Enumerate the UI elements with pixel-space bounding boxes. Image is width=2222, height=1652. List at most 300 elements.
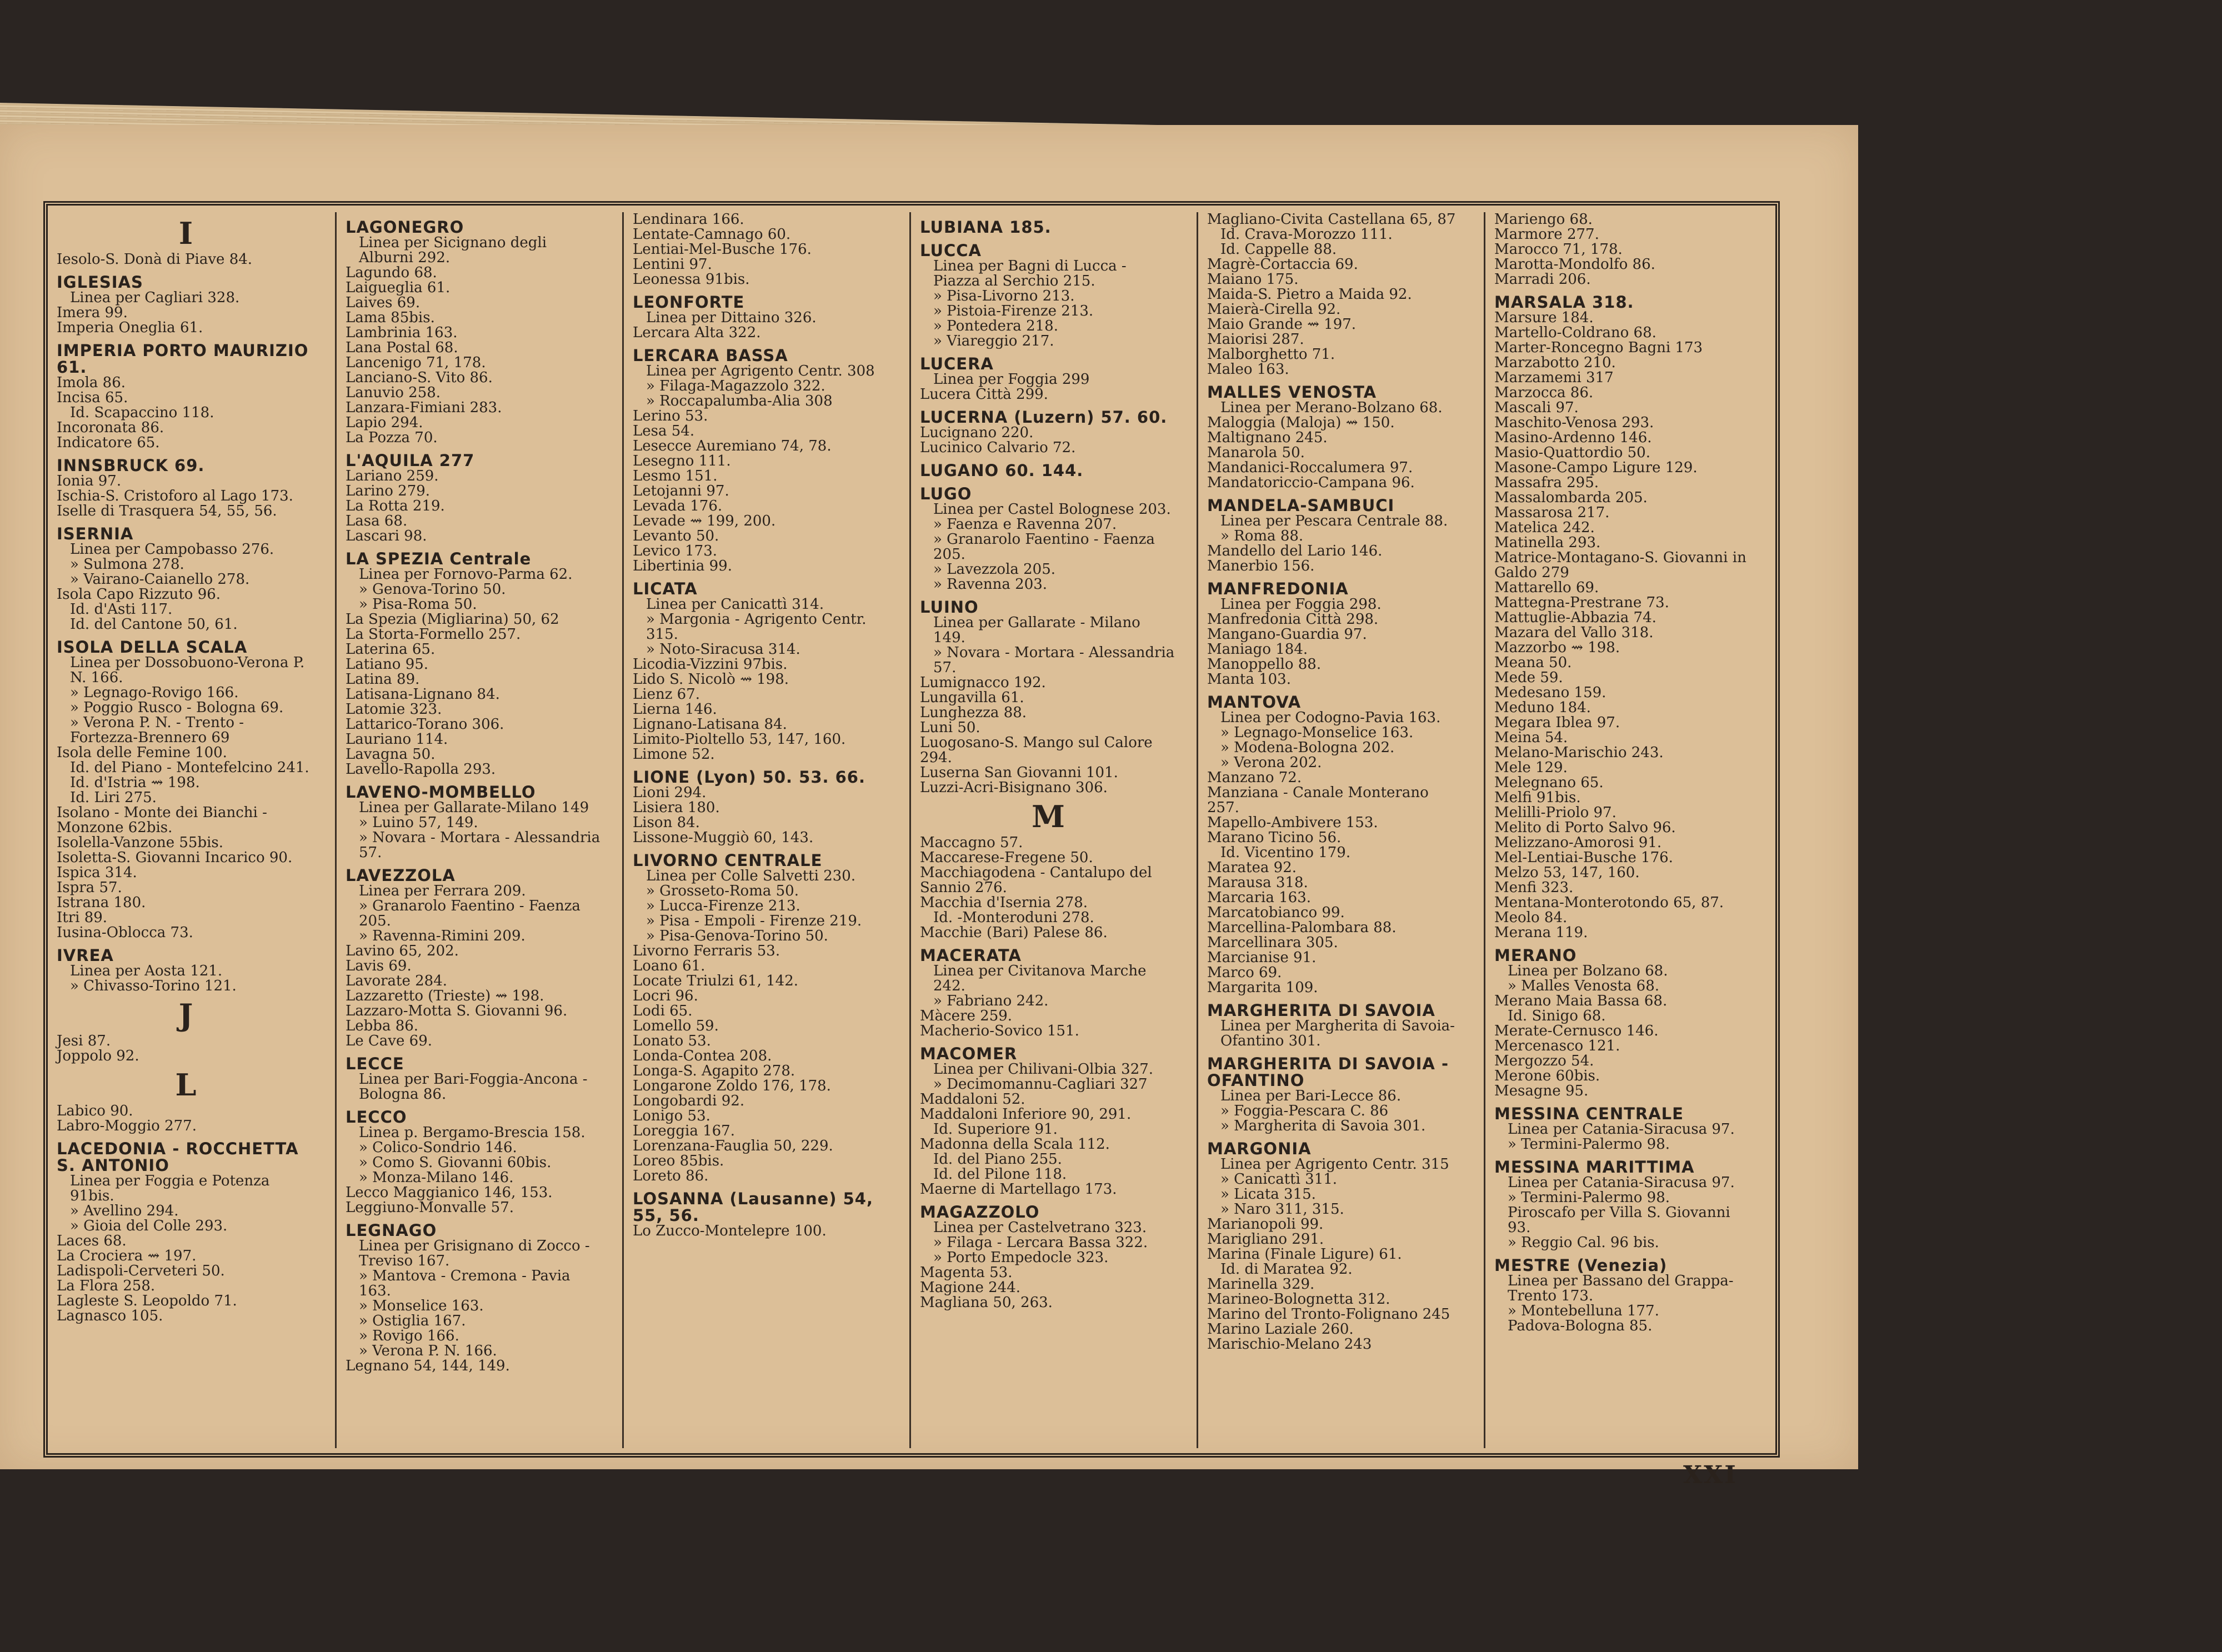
station-heading: L'AQUILA 277 [346,451,475,470]
station-entry: Marzabotto 210. [1494,354,1616,371]
station-entry: Mel-Lentiai-Busche 176. [1494,849,1673,866]
station-entry: Latina 89. [346,671,420,688]
line-entry: Linea per Grisignano di Zocco -Treviso 167. [359,1238,590,1269]
station-entry: Lonigo 53. [633,1108,710,1124]
line-entry: Linea per Castel Bolognese 203. [933,501,1171,518]
station-entry: Màcere 259. [920,1008,1013,1024]
line-entry: Linea per Gallarate-Milano 149 [359,799,589,816]
station-entry: Lazzaretto (Trieste) ⇝ 198. [346,988,544,1004]
line-entry: » Modena-Bologna 202. [1220,739,1395,756]
station-entry: Lison 84. [633,814,700,831]
station-heading: MANFREDONIA [1207,579,1349,598]
line-entry: Id. -Monteroduni 278. [933,909,1094,926]
station-heading: MARSALA 318. [1494,293,1634,312]
station-entry: Mattuglie-Abbazia 74. [1494,609,1657,626]
station-heading: ISERNIA [57,524,134,543]
line-entry: » Avellino 294. [70,1203,179,1219]
station-entry: Marocco 71, 178. [1494,241,1623,258]
station-entry: Melito di Porto Salvo 96. [1494,819,1676,836]
station-heading: LUCCA [920,241,982,260]
line-entry: Id. Sinigo 68. [1508,1008,1606,1024]
station-heading: LUINO [920,598,979,617]
station-entry: Lavino 65, 202. [346,943,459,959]
line-entry: Linea per Foggia 299 [933,371,1090,388]
station-entry: Maratea 92. [1207,859,1297,876]
station-entry: Lanuvio 258. [346,384,441,401]
station-entry: Merano Maia Bassa 68. [1494,993,1668,1009]
line-entry: Id. Superiore 91. [933,1121,1058,1138]
line-entry: Id. Liri 275. [70,789,157,806]
station-entry: Magliano-Civita Castellana 65, 87 [1207,212,1456,228]
station-entry: Marineo-Bolognetta 312. [1207,1291,1390,1308]
station-entry: Maddaloni 52. [920,1091,1025,1108]
station-entry: Lesa 54. [633,423,695,439]
station-entry: Marcaria 163. [1207,889,1312,906]
line-entry: » Pisa-Roma 50. [359,596,477,613]
station-entry: Mascali 97. [1494,399,1579,416]
station-entry: Melfi 91bis. [1494,789,1581,806]
index-column-1 [48,212,323,1448]
station-entry: Licodia-Vizzini 97bis. [633,656,788,673]
line-entry: » Porto Empedocle 323. [933,1249,1109,1266]
station-entry: Laterina 65. [346,641,436,658]
line-entry: » Grosseto-Roma 50. [646,883,799,899]
station-heading: LUCERA [920,354,994,373]
station-entry: Leonessa 91bis. [633,271,750,288]
station-entry: Luni 50. [920,719,980,736]
station-entry: Lignano-Latisana 84. [633,716,787,733]
station-entry: Marzamemi 317 [1494,369,1614,386]
station-entry: Massarosa 217. [1494,504,1610,521]
station-entry: Imola 86. [57,374,126,391]
station-entry: Marcellina-Palombara 88. [1207,919,1397,936]
line-entry: » Licata 315. [1220,1186,1316,1203]
line-entry: Piroscafo per Villa S. Giovanni 93. [1508,1204,1735,1236]
letter-heading: J [178,997,193,1033]
station-entry: Lumignacco 192. [920,674,1046,691]
station-heading: LUCERNA (Luzern) 57. 60. [920,408,1168,427]
station-entry: Manerbio 156. [1207,558,1315,574]
station-entry: Jesi 87. [57,1033,111,1049]
index-frame [43,201,1780,1458]
station-heading: LOSANNA (Lausanne) 54, 55, 56. [633,1189,873,1225]
station-entry: Mapello-Ambivere 153. [1207,814,1378,831]
station-entry: Masino-Ardenno 146. [1494,429,1652,446]
station-entry: Magenta 53. [920,1264,1013,1281]
line-entry: » Novara - Mortara - Alessandria 57. [933,644,1179,676]
station-entry: Larino 279. [346,483,431,499]
station-entry: Lisiera 180. [633,799,720,816]
station-entry: Madonna della Scala 112. [920,1136,1110,1153]
line-entry: » Viareggio 217. [933,333,1054,349]
station-entry: Mattegna-Prestrane 73. [1494,594,1669,611]
line-entry: Id. Vicentino 179. [1220,844,1351,861]
station-entry: Lercara Alta 322. [633,324,761,341]
station-entry: Iusina-Oblocca 73. [57,924,193,941]
station-entry: Lesmo 151. [633,468,718,484]
line-entry: Linea per Castelvetrano 323. [933,1219,1147,1236]
station-heading: LUGO [920,484,972,503]
page-number: XXI [1683,1461,1738,1489]
station-entry: Maierà-Cirella 92. [1207,301,1341,318]
line-entry: » Poggio Rusco - Bologna 69. [70,699,284,716]
line-entry: » Novara - Mortara - Alessandria 57. [359,829,605,861]
station-entry: Lapio 294. [346,414,423,431]
station-heading: MAGAZZOLO [920,1203,1040,1222]
station-entry: Matrice-Montagano-S. Giovanni in Galdo 279 [1494,549,1751,581]
line-entry: » Canicattì 311. [1220,1171,1338,1188]
station-entry: Le Cave 69. [346,1033,432,1049]
station-heading: MESTRE (Venezia) [1494,1256,1668,1275]
line-entry: Linea p. Bergamo-Brescia 158. [359,1124,585,1141]
station-heading: LECCE [346,1054,404,1073]
station-entry: Maiano 175. [1207,271,1299,288]
station-entry: Latisana-Lignano 84. [346,686,500,703]
station-entry: Meduno 184. [1494,699,1591,716]
station-heading: LACEDONIA - ROCCHETTA S. ANTONIO [57,1139,299,1175]
station-entry: Incisa 65. [57,389,128,406]
station-entry: Megara Iblea 97. [1494,714,1620,731]
station-entry: Marcianise 91. [1207,949,1317,966]
station-entry: Marradi 206. [1494,271,1591,288]
station-entry: Manziana - Canale Monterano 257. [1207,784,1433,816]
station-entry: Lana Postal 68. [346,339,458,356]
station-entry: Leggiuno-Monvalle 57. [346,1199,514,1216]
station-entry: Macchie (Bari) Palese 86. [920,924,1108,941]
line-entry: Linea per Campobasso 276. [70,541,274,558]
line-entry: Padova-Bologna 85. [1508,1318,1653,1334]
station-entry: Lagleste S. Leopoldo 71. [57,1293,237,1309]
line-entry: Id. del Cantone 50, 61. [70,616,238,633]
station-entry: Labico 90. [57,1103,133,1119]
line-entry: » Malles Venosta 68. [1508,978,1659,994]
station-entry: Lambrinia 163. [346,324,458,341]
station-entry: Livorno Ferraris 53. [633,943,780,959]
station-entry: Lerino 53. [633,408,708,424]
line-entry: » Colico-Sondrio 146. [359,1139,517,1156]
line-entry: » Granarolo Faentino - Faenza 205. [933,531,1160,563]
line-entry: Id. del Piano 255. [933,1151,1062,1168]
station-entry: Mangano-Guardia 97. [1207,626,1367,643]
station-heading: LA SPEZIA Centrale [346,549,532,568]
station-entry: Marino Laziale 260. [1207,1321,1354,1338]
station-entry: La Pozza 70. [346,429,438,446]
station-entry: Massalombarda 205. [1494,489,1648,506]
station-entry: Isolano - Monte dei Bianchi - Monzone 62bis. [57,804,272,836]
station-entry: Labro-Moggio 277. [57,1118,197,1134]
station-heading: MESSINA MARITTIMA [1494,1158,1695,1177]
line-entry: » Roma 88. [1220,528,1304,544]
station-entry: Mercenasco 121. [1494,1038,1620,1054]
station-entry: Meolo 84. [1494,909,1568,926]
station-entry: Meina 54. [1494,729,1568,746]
line-entry: » Termini-Palermo 98. [1508,1136,1670,1153]
line-entry: » Filaga-Magazzolo 322. [646,378,825,394]
station-entry: Ionia 97. [57,473,122,489]
station-entry: Marter-Roncegno Bagni 173 [1494,339,1703,356]
station-entry: La Storta-Formello 257. [346,626,521,643]
line-entry: » Ravenna 203. [933,576,1048,593]
station-entry: Magliana 50, 263. [920,1294,1053,1311]
station-entry: Marzocca 86. [1494,384,1594,401]
line-entry: » Pisa-Genova-Torino 50. [646,928,828,944]
station-entry: Marino del Tronto-Folignano 245 [1207,1306,1450,1323]
line-entry: » Lavezzola 205. [933,561,1056,578]
station-entry: Marcatobianco 99. [1207,904,1345,921]
line-entry: » Rovigo 166. [359,1328,459,1344]
station-entry: Mandatoriccio-Campana 96. [1207,474,1415,491]
station-entry: Imera 99. [57,304,128,321]
station-entry: Incoronata 86. [57,419,164,436]
station-entry: Iselle di Trasquera 54, 55, 56. [57,503,277,519]
station-entry: Marianopoli 99. [1207,1216,1324,1233]
station-entry: Lagundo 68. [346,264,437,281]
line-entry: Linea per Agrigento Centr. 315 [1220,1156,1449,1173]
station-entry: Lesecce Auremiano 74, 78. [633,438,832,454]
station-entry: Lavis 69. [346,958,412,974]
line-entry: Id. d'Asti 117. [70,601,173,618]
station-entry: Melano-Marischio 243. [1494,744,1664,761]
station-entry: Levanto 50. [633,528,719,544]
station-entry: Mazara del Vallo 318. [1494,624,1654,641]
station-entry: Latiano 95. [346,656,429,673]
station-entry: Marina (Finale Ligure) 61. [1207,1246,1402,1263]
index-column-4 [909,212,1184,1448]
station-entry: Lissone-Muggiò 60, 143. [633,829,814,846]
line-entry: » Monselice 163. [359,1298,484,1314]
station-entry: Luserna San Giovanni 101. [920,764,1118,781]
station-entry: Laives 69. [346,294,421,311]
station-entry: Lecco Maggianico 146, 153. [346,1184,553,1201]
station-entry: Laigueglia 61. [346,279,451,296]
station-entry: Lonato 53. [633,1033,711,1049]
station-entry: Lentini 97. [633,256,712,273]
line-entry: » Termini-Palermo 98. [1508,1189,1670,1206]
station-entry: Maerne di Martellago 173. [920,1181,1117,1198]
station-entry: Marotta-Mondolfo 86. [1494,256,1655,273]
station-entry: Luogosano-S. Mango sul Calore 294. [920,734,1157,766]
station-entry: Lentiai-Mel-Busche 176. [633,241,812,258]
line-entry: » Fabriano 242. [933,993,1049,1009]
station-entry: Lavagna 50. [346,746,436,763]
station-entry: Manoppello 88. [1207,656,1322,673]
letter-heading: I [178,216,193,251]
station-entry: Isolella-Vanzone 55bis. [57,834,224,851]
station-entry: Itri 89. [57,909,108,926]
line-entry: » Verona 202. [1220,754,1322,771]
line-entry: » Reggio Cal. 96 bis. [1508,1234,1659,1251]
line-entry: » Ostiglia 167. [359,1313,466,1329]
line-entry: » Margherita di Savoia 301. [1220,1118,1426,1134]
station-entry: Levada 176. [633,498,723,514]
station-entry: Marmore 277. [1494,226,1599,243]
station-entry: Magrè-Cortaccia 69. [1207,256,1358,273]
station-entry: Legnano 54, 144, 149. [346,1358,510,1374]
station-heading: LERCARA BASSA [633,346,788,365]
station-heading: MANDELA-SAMBUCI [1207,496,1395,515]
station-heading: LICATA [633,579,698,598]
line-entry: » Verona P. N. - Trento - Fortezza-Brennero 69 [70,714,249,746]
station-entry: Melizzano-Amorosi 91. [1494,834,1662,851]
station-entry: Levade ⇝ 199, 200. [633,513,776,529]
station-entry: Mariengo 68. [1494,212,1593,228]
line-entry: Linea per Bolzano 68. [1508,963,1668,979]
station-entry: Lucera Città 299. [920,386,1048,403]
line-entry: » Mantova - Cremona - Pavia 163. [359,1268,575,1299]
station-heading: LUBIANA 185. [920,218,1052,237]
station-heading: LIVORNO CENTRALE [633,851,823,870]
station-entry: La Flora 258. [57,1278,156,1294]
station-entry: Marischio-Melano 243 [1207,1336,1372,1353]
line-entry: » Noto-Siracusa 314. [646,641,800,658]
station-heading: LEONFORTE [633,293,745,312]
station-heading: IMPERIA PORTO MAURIZIO 61. [57,341,309,377]
line-entry: » Granarolo Faentino - Faenza 205. [359,898,585,929]
line-entry: Linea per Bari-Lecce 86. [1220,1088,1402,1104]
station-entry: Indicatore 65. [57,434,160,451]
station-entry: Maniago 184. [1207,641,1308,658]
station-heading: MERANO [1494,946,1577,965]
letter-heading: L [175,1067,197,1103]
station-entry: Latomie 323. [346,701,442,718]
station-entry: Mandanici-Roccalumera 97. [1207,459,1413,476]
line-entry: Linea per Civitanova Marche 242. [933,963,1151,994]
station-entry: Mele 129. [1494,759,1568,776]
book-page [0,125,1858,1489]
line-entry: » Gioia del Colle 293. [70,1218,228,1234]
station-entry: Lancenigo 71, 178. [346,354,486,371]
station-entry: Lo Zucco-Montelepre 100. [633,1223,827,1239]
station-entry: Maddaloni Inferiore 90, 291. [920,1106,1132,1123]
station-entry: Locri 96. [633,988,698,1004]
station-heading: LUGANO 60. 144. [920,461,1084,480]
station-entry: Lioni 294. [633,784,707,801]
station-entry: Lunghezza 88. [920,704,1027,721]
station-entry: Lebba 86. [346,1018,419,1034]
station-entry: Levico 173. [633,543,718,559]
line-entry: Linea per Agrigento Centr. 308 [646,363,875,379]
station-entry: Marano Ticino 56. [1207,829,1342,846]
station-entry: Melegnano 65. [1494,774,1604,791]
station-entry: Maccarese-Fregene 50. [920,849,1093,866]
line-entry: Linea per Fornovo-Parma 62. [359,566,573,583]
station-entry: Istrana 180. [57,894,146,911]
station-heading: MESSINA CENTRALE [1494,1104,1684,1123]
station-entry: Mesagne 95. [1494,1083,1589,1099]
station-entry: Manarola 50. [1207,444,1305,461]
station-entry: Isola Capo Rizzuto 96. [57,586,221,603]
station-entry: Lascari 98. [346,528,427,544]
line-entry: Id. di Maratea 92. [1220,1261,1353,1278]
station-entry: Mazzorbo ⇝ 198. [1494,639,1620,656]
line-entry: Linea per Foggia e Potenza 91bis. [70,1173,274,1204]
station-entry: Londa-Contea 208. [633,1048,772,1064]
line-entry: Linea per Catania-Siracusa 97. [1508,1174,1735,1191]
station-entry: Lesegno 111. [633,453,731,469]
station-entry: Limito-Pioltello 53, 147, 160. [633,731,846,748]
station-entry: Iesolo-S. Donà di Piave 84. [57,251,253,268]
line-entry: Id. del Pilone 118. [933,1166,1067,1183]
line-entry: Id. d'Istria ⇝ 198. [70,774,200,791]
station-entry: Mede 59. [1494,669,1563,686]
station-heading: MARGHERITA DI SAVOIA [1207,1001,1435,1020]
station-heading: LEGNAGO [346,1221,437,1240]
station-entry: Macherio-Sovico 151. [920,1023,1079,1039]
station-entry: Lasa 68. [346,513,408,529]
line-entry: » Pistoia-Firenze 213. [933,303,1094,319]
letter-heading: M [1032,799,1065,834]
line-entry: » Genova-Torino 50. [359,581,506,598]
station-entry: Laces 68. [57,1233,127,1249]
station-heading: LAVENO-MOMBELLO [346,783,536,802]
station-entry: Lierna 146. [633,701,717,718]
station-entry: Masone-Campo Ligure 129. [1494,459,1698,476]
line-entry: » Montebelluna 177. [1508,1303,1659,1319]
station-entry: Lungavilla 61. [920,689,1024,706]
station-entry: Lariano 259. [346,468,439,484]
station-entry: Lucignano 220. [920,424,1034,441]
station-entry: La Rotta 219. [346,498,445,514]
station-entry: Masio-Quattordio 50. [1494,444,1650,461]
station-heading: INNSBRUCK 69. [57,456,205,475]
station-entry: Lattarico-Torano 306. [346,716,504,733]
line-entry: Linea per Foggia 298. [1220,596,1382,613]
station-entry: Lavorate 284. [346,973,448,989]
line-entry: » Como S. Giovanni 60bis. [359,1154,552,1171]
station-entry: Ispra 57. [57,879,122,896]
line-entry: » Luino 57, 149. [359,814,478,831]
line-entry: » Monza-Milano 146. [359,1169,514,1186]
station-entry: Marausa 318. [1207,874,1308,891]
station-entry: Lendinara 166. [633,212,744,228]
station-entry: Magione 244. [920,1279,1021,1296]
station-entry: Lauriano 114. [346,731,448,748]
station-entry: Merate-Cernusco 146. [1494,1023,1659,1039]
station-entry: Lorenzana-Fauglia 50, 229. [633,1138,833,1154]
station-entry: Isoletta-S. Giovanni Incarico 90. [57,849,293,866]
station-entry: Manta 103. [1207,671,1291,688]
station-entry: Marsure 184. [1494,309,1594,326]
station-heading: IGLESIAS [57,273,143,292]
station-entry: Maida-S. Pietro a Maida 92. [1207,286,1412,303]
station-entry: Maio Grande ⇝ 197. [1207,316,1357,333]
line-entry: » Margonia - Agrigento Centr. 315. [646,611,871,643]
index-column-2 [335,212,610,1448]
station-entry: Loano 61. [633,958,705,974]
station-entry: Melzo 53, 147, 160. [1494,864,1640,881]
line-entry: » Vairano-Caianello 278. [70,571,250,588]
line-entry: Linea per Sicignano degli Alburni 292. [359,234,552,266]
station-entry: Letojanni 97. [633,483,729,499]
station-entry: Manfredonia Città 298. [1207,611,1379,628]
station-entry: Lentate-Camnago 60. [633,226,791,243]
station-entry: Matinella 293. [1494,534,1601,551]
line-entry: » Roccapalumba-Alia 308 [646,393,833,409]
station-entry: Ispica 314. [57,864,137,881]
station-entry: Maschito-Venosa 293. [1494,414,1654,431]
station-heading: LIONE (Lyon) 50. 53. 66. [633,768,865,787]
line-entry: » Faenza e Ravenna 207. [933,516,1117,533]
index-column-3 [622,212,897,1448]
station-entry: Loreggia 167. [633,1123,735,1139]
station-entry: Lomello 59. [633,1018,719,1034]
station-entry: Massafra 295. [1494,474,1599,491]
station-entry: Martello-Coldrano 68. [1494,324,1657,341]
station-heading: MACOMER [920,1044,1018,1063]
station-entry: Margarita 109. [1207,979,1318,996]
line-entry: Linea per Ferrara 209. [359,883,526,899]
line-entry: » Pisa-Livorno 213. [933,288,1075,304]
